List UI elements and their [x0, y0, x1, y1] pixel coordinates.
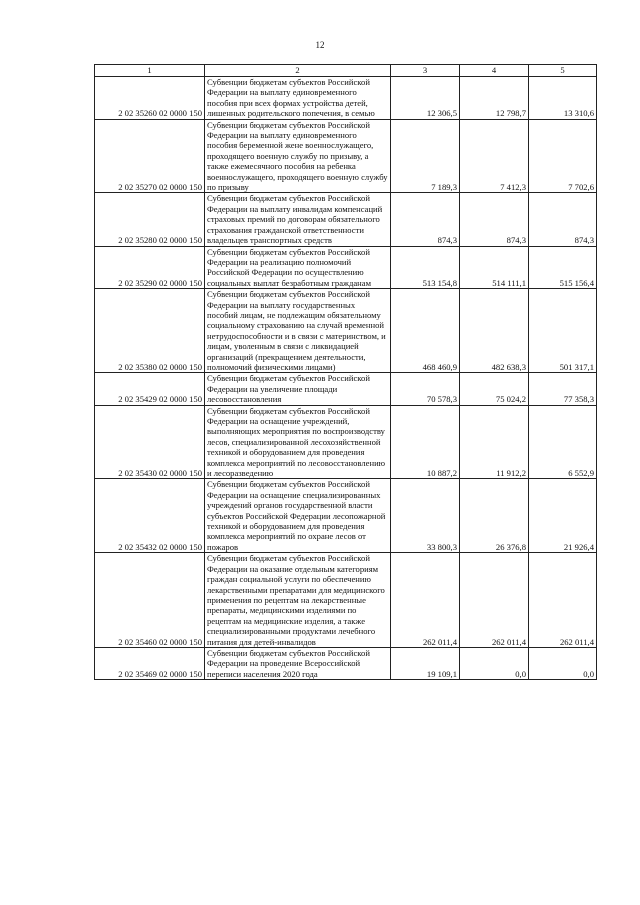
- budget-item-name: Субвенции бюджетам субъектов Российской Федерации на выплату инвалидам компенсаций страховых премий по договорам обязательного страхования гражданской ответственности владельцев транспортных средств: [205, 193, 391, 246]
- column-header-value-5: 5: [529, 65, 597, 77]
- budget-item-name: Субвенции бюджетам субъектов Российской Федерации на реализацию полномочий Российской Федерации по осуществлению социальных выплат безработным гражданам: [205, 246, 391, 289]
- amount-col5: 7 702,6: [529, 119, 597, 193]
- column-header-code: 1: [95, 65, 205, 77]
- budget-code: 2 02 35380 02 0000 150: [95, 289, 205, 373]
- budget-item-name: Субвенции бюджетам субъектов Российской Федерации на выплату единовременного пособия беременной жене военнослужащего, проходящего военную службу по призыву, а также ежемесячного пособия на ребенка военнослужащего, проходящего военную службу по призыву: [205, 119, 391, 193]
- amount-col4: 874,3: [460, 193, 529, 246]
- amount-col4: 0,0: [460, 647, 529, 679]
- amount-col5: 262 011,4: [529, 553, 597, 648]
- amount-col4: 26 376,8: [460, 479, 529, 553]
- column-header-value-3: 3: [391, 65, 460, 77]
- table-row: [95, 193, 597, 246]
- budget-item-name: Субвенции бюджетам субъектов Российской Федерации на выплату единовременного пособия при всех формах устройства детей, лишенных родительского попечения, в семью: [205, 77, 391, 120]
- amount-col3: 874,3: [391, 193, 460, 246]
- budget-code: 2 02 35429 02 0000 150: [95, 373, 205, 405]
- budget-code: 2 02 35270 02 0000 150: [95, 119, 205, 193]
- amount-col5: 874,3: [529, 193, 597, 246]
- amount-col3: 262 011,4: [391, 553, 460, 648]
- amount-col5: 515 156,4: [529, 246, 597, 289]
- amount-col3: 7 189,3: [391, 119, 460, 193]
- amount-col4: 262 011,4: [460, 553, 529, 648]
- amount-col3: 513 154,8: [391, 246, 460, 289]
- budget-code: 2 02 35260 02 0000 150: [95, 77, 205, 120]
- column-header-value-4: 4: [460, 65, 529, 77]
- budget-item-name: Субвенции бюджетам субъектов Российской Федерации на оснащение специализированных учреждений органов государственной власти субъектов Российской Федерации лесопожарной техникой и оборудованием для проведения комплекса мероприятий по охране лесов от пожаров: [205, 479, 391, 553]
- budget-item-name: Субвенции бюджетам субъектов Российской Федерации на проведение Всероссийской переписи населения 2020 года: [205, 647, 391, 679]
- budget-code: 2 02 35469 02 0000 150: [95, 647, 205, 679]
- amount-col5: 13 310,6: [529, 77, 597, 120]
- budget-item-name: Субвенции бюджетам субъектов Российской Федерации на увеличение площади лесовосстановления: [205, 373, 391, 405]
- table-row: [95, 647, 597, 679]
- amount-col5: 77 358,3: [529, 373, 597, 405]
- budget-code: 2 02 35280 02 0000 150: [95, 193, 205, 246]
- budget-item-name: Субвенции бюджетам субъектов Российской Федерации на выплату государственных пособий лицам, не подлежащим обязательному социальному страхованию на случай временной нетрудоспособности и в связи с материнством, и лицам, уволенным в связи с ликвидацией организаций (прекращением деятельности, полномочий физическими лицами): [205, 289, 391, 373]
- amount-col3: 33 800,3: [391, 479, 460, 553]
- amount-col5: 0,0: [529, 647, 597, 679]
- amount-col3: 70 578,3: [391, 373, 460, 405]
- amount-col4: 12 798,7: [460, 77, 529, 120]
- amount-col4: 75 024,2: [460, 373, 529, 405]
- amount-col4: 514 111,1: [460, 246, 529, 289]
- amount-col4: 11 912,2: [460, 405, 529, 479]
- amount-col3: 10 887,2: [391, 405, 460, 479]
- table-row: [95, 405, 597, 479]
- table-row: [95, 77, 597, 120]
- amount-col5: 21 926,4: [529, 479, 597, 553]
- budget-code: 2 02 35460 02 0000 150: [95, 553, 205, 648]
- budget-revenue-table: [94, 64, 597, 680]
- amount-col5: 501 317,1: [529, 289, 597, 373]
- budget-item-name: Субвенции бюджетам субъектов Российской Федерации на оказание отдельным категориям граждан социальной услуги по обеспечению лекарственными препаратами для медицинского применения по рецептам на лекарственные препараты, медицинскими изделиями по рецептам на медицинские изделия, а также специализированными продуктами лечебного питания для детей-инвалидов: [205, 553, 391, 648]
- budget-code: 2 02 35430 02 0000 150: [95, 405, 205, 479]
- amount-col5: 6 552,9: [529, 405, 597, 479]
- budget-item-name: Субвенции бюджетам субъектов Российской Федерации на оснащение учреждений, выполняющих мероприятия по воспроизводству лесов, специализированной лесохозяйственной техникой и оборудованием для проведения комплекса мероприятий по лесовосстановлению и лесоразведению: [205, 405, 391, 479]
- amount-col3: 468 460,9: [391, 289, 460, 373]
- budget-code: 2 02 35432 02 0000 150: [95, 479, 205, 553]
- table-row: [95, 373, 597, 405]
- table-row: [95, 119, 597, 193]
- budget-code: 2 02 35290 02 0000 150: [95, 246, 205, 289]
- amount-col4: 482 638,3: [460, 289, 529, 373]
- amount-col4: 7 412,3: [460, 119, 529, 193]
- table-row: [95, 289, 597, 373]
- column-header-name: 2: [205, 65, 391, 77]
- table-row: [95, 553, 597, 648]
- header-row: [95, 65, 597, 77]
- table-row: [95, 479, 597, 553]
- amount-col3: 19 109,1: [391, 647, 460, 679]
- amount-col3: 12 306,5: [391, 77, 460, 120]
- page-number: 12: [315, 40, 325, 50]
- table-row: [95, 246, 597, 289]
